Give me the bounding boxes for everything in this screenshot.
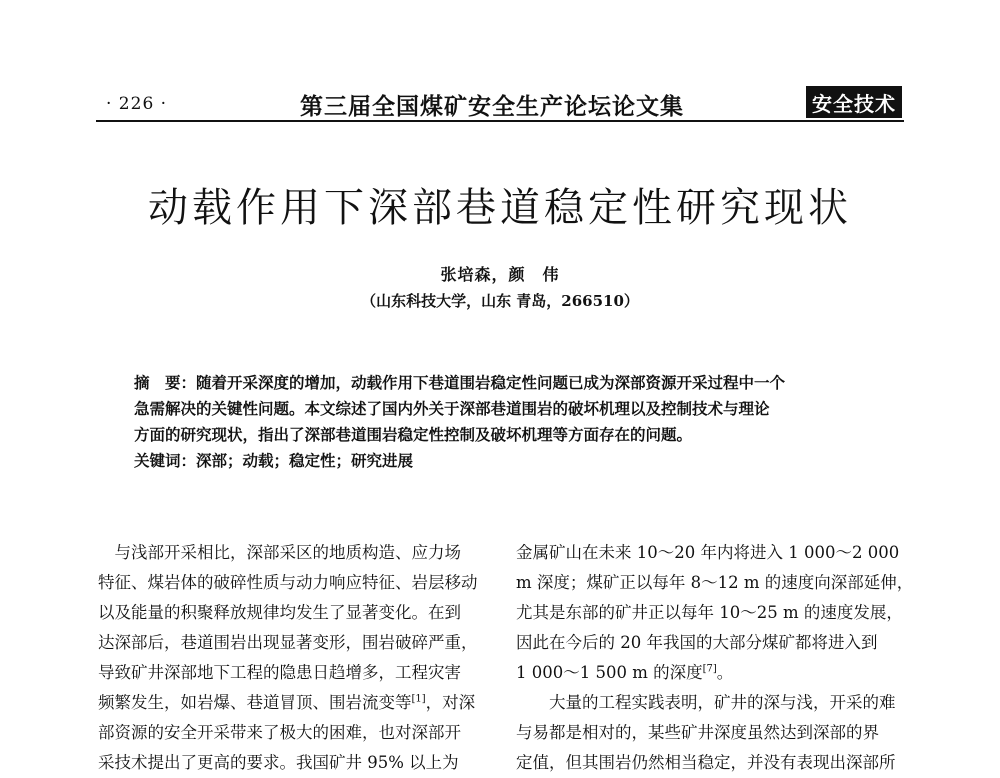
journal-title: 第三届全国煤矿安全生产论坛论文集: [300, 94, 684, 120]
abstract-line: 方面的研究现状，指出了深部巷道围岩稳定性控制及破坏机理等方面存在的问题。: [134, 425, 693, 444]
abstract-line: 摘 要：随着开采深度的增加，动载作用下巷道围岩稳定性问题已成为深部资源开采过程中一个: [134, 373, 786, 392]
body-line: 与易都是相对的，某些矿井深度虽然达到深部的界: [516, 723, 879, 742]
body-line-tail: ，对深: [425, 693, 476, 712]
body-line-text: 频繁发生，如岩爆、巷道冒顶、围岩流变等: [98, 693, 412, 712]
body-line: 达深部后，巷道围岩出现显著变形，围岩破碎严重，: [98, 633, 478, 652]
body-line: 特征、煤岩体的破碎性质与动力响应特征、岩层移动: [98, 573, 478, 592]
body-column-right: [516, 538, 914, 778]
body-line-with-ref: [98, 688, 484, 718]
citation-ref: [7]: [702, 663, 717, 675]
body-line: 部资源的安全开采带来了极大的困难，也对深部开: [98, 723, 461, 742]
body-line: 因此在今后的 20 年我国的大部分煤矿都将进入到: [516, 633, 878, 652]
abstract-line: 急需解决的关键性问题。本文综述了国内外关于深部巷道围岩的破坏机理以及控制技术与理论: [134, 399, 770, 418]
body-line-text: 1 000～1 500 m 的深度: [516, 663, 703, 682]
citation-ref: [1]: [411, 693, 426, 705]
keywords: 关键词：深部；动载；稳定性；研究进展: [134, 451, 414, 470]
authors: 张培森，颜 伟: [440, 265, 560, 284]
affiliation: （山东科技大学，山东 青岛，266510）: [361, 292, 639, 310]
body-line-with-ref: [516, 658, 902, 688]
body-line: 金属矿山在未来 10～20 年内将进入 1 000～2 000: [516, 543, 900, 562]
body-line: 采技术提出了更高的要求。我国矿井 95% 以上为: [98, 753, 459, 772]
body-line: m 深度；煤矿正以每年 8～12 m 的速度向深部延伸，: [516, 573, 914, 592]
body-line: 大量的工程实践表明，矿井的深与浅，开采的难: [516, 693, 896, 712]
body-line: 以及能量的积聚释放规律均发生了显著变化。在到: [98, 603, 461, 622]
header-rule: [96, 120, 904, 122]
body-line: 导致矿井深部地下工程的隐患日趋增多，工程灾害: [98, 663, 461, 682]
body-line: 尤其是东部的矿井正以每年 10～25 m 的速度发展，: [516, 603, 903, 622]
paper-title: 动载作用下深部巷道稳定性研究现状: [148, 185, 852, 231]
body-line: 与浅部开采相比，深部采区的地质构造、应力场: [98, 543, 461, 562]
body-line-tail: 。: [716, 663, 734, 682]
abstract: [134, 370, 870, 474]
section-badge: 安全技术: [806, 86, 902, 118]
page-number: · 226 ·: [106, 94, 168, 114]
body-column-left: [98, 538, 484, 778]
body-line: 定值，但其围岩仍然相当稳定，并没有表现出深部所: [516, 753, 896, 772]
